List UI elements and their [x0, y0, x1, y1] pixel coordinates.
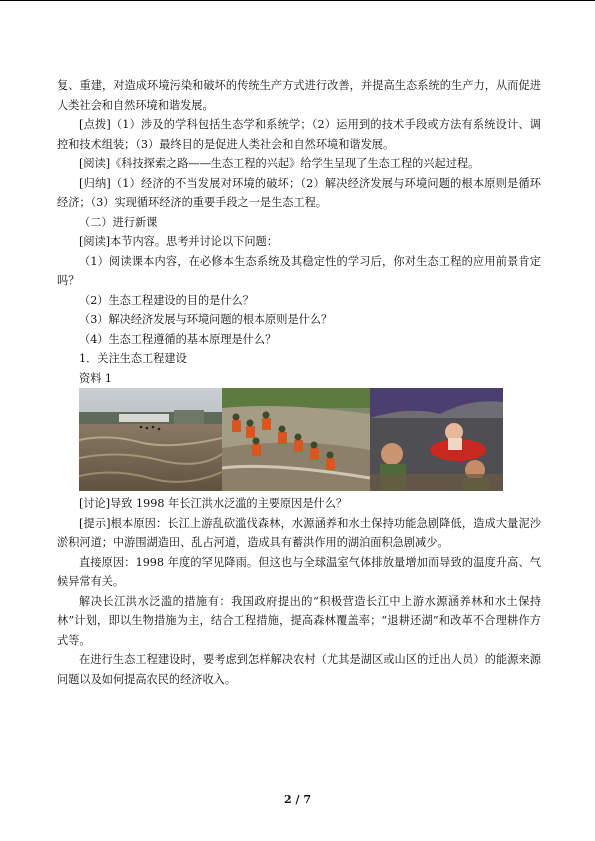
paragraph-considerations: 在进行生态工程建设时，要考虑到怎样解决农村（尤其是湖区或山区的迁出人员）的能源来源问题以及如何提高农民的经济收入。 [57, 653, 541, 686]
paragraph-continuation: 复、重建，对造成环境污染和破坏的传统生产方式进行改善，并提高生态系统的生产力，从而促进人类社会和自然环境和谐发展。 [57, 79, 541, 112]
question-4: （4）生态工程遵循的基本原理是什么？ [79, 332, 277, 346]
header-rule [0, 0, 595, 1]
flood-river-photo [79, 388, 222, 491]
paragraph-reading: [阅读]《科技探索之路——生态工程的兴起》给学生呈现了生态工程的兴起过程。 [79, 157, 480, 170]
subsection-heading: 1．关注生态工程建设 [79, 352, 187, 365]
question-1: （1）阅读课本内容，在必修本生态系统及其稳定性的学习后，你对生态工程的应用前景肯定吗？ [57, 254, 541, 287]
rescue-soldiers-photo [222, 388, 370, 491]
rescued-baby-photo [370, 388, 503, 491]
paragraph-discussion: [讨论]导致 1998 年长江洪水泛滥的主要原因是什么？ [79, 497, 348, 510]
paragraph-hint-root-cause: [提示]根本原因：长江上游乱砍滥伐森林，水源涵养和水土保持功能急剧降低，造成大量泥沙淤积河道；中游围湖造田、乱占河道，造成具有蓄洪作用的湖泊面积急剧减少。 [57, 516, 541, 549]
paragraph-measures: 解决长江洪水泛滥的措施有：我国政府提出的“积极营造长江中上游水源涵养林和水土保持林”计划，即以生物措施为主，结合工程措施，提高森林覆盖率；“退耕还湖”和改革不合理耕作方式等。 [57, 594, 541, 647]
page-number: 2 / 7 [284, 793, 311, 806]
paragraph-dianbo: [点拨]（1）涉及的学科包括生态学和系统学；（2）运用到的技术手段或方法有系统设计、调控和技术组装；（3）最终目的是促进人类社会和自然环境和谐发展。 [57, 118, 541, 151]
paragraph-direct-cause: 直接原因：1998 年度的罕见降雨。但这也与全球温室气体排放量增加而导致的温度升高、气候异常有关。 [57, 555, 541, 588]
paragraph-summary: [归纳]（1）经济的不当发展对环境的破坏；（2）解决经济发展与环境问题的根本原则是循环经济；（3）实现循环经济的重要手段之一是生态工程。 [57, 176, 541, 209]
flood-photo-strip [79, 388, 541, 491]
material-label: 资料 1 [79, 371, 113, 385]
document-body [57, 76, 541, 689]
paragraph-reading-task: [阅读]本节内容。思考并讨论以下问题： [79, 235, 278, 248]
section-heading-new-lesson: （二）进行新课 [79, 215, 158, 229]
question-3: （3）解决经济发展与环境问题的根本原则是什么？ [79, 313, 333, 326]
question-2: （2）生态工程建设的目的是什么？ [79, 293, 254, 307]
